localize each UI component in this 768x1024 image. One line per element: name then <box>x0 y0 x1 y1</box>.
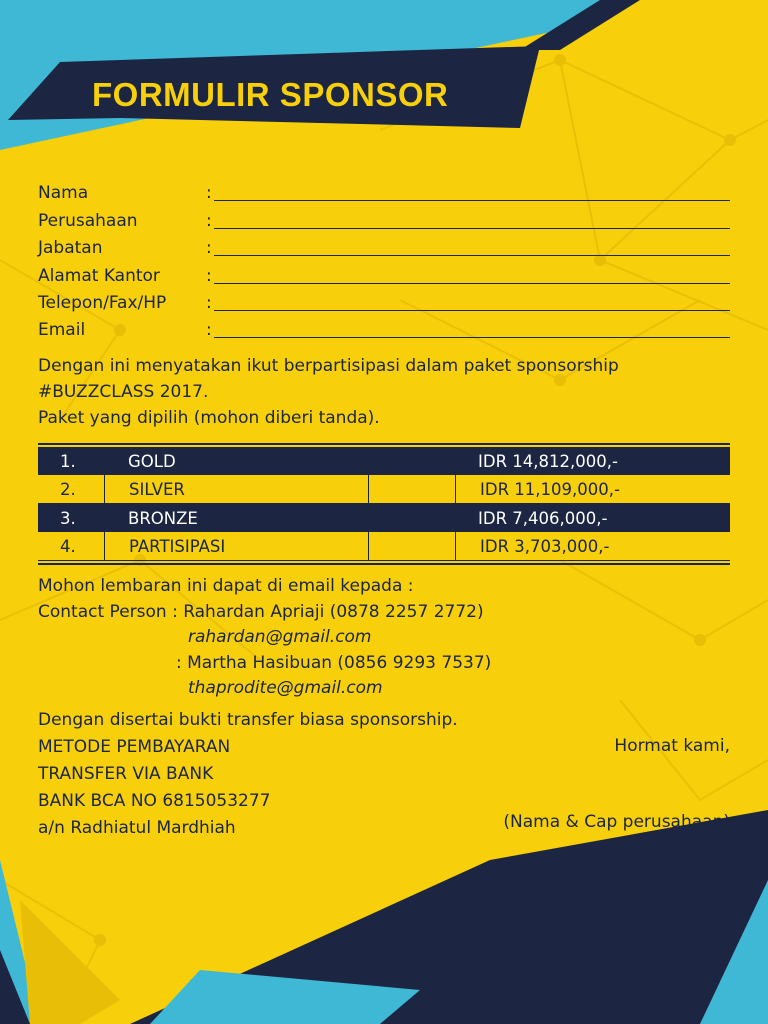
package-check-cell[interactable] <box>368 504 454 532</box>
contact-intro: Mohon lembaran ini dapat di email kepada : <box>38 576 414 596</box>
field-separator: : <box>206 292 212 313</box>
field-label: Alamat Kantor <box>38 265 160 286</box>
field-row-alamat <box>38 258 730 285</box>
field-row-email <box>38 313 730 340</box>
contact-fields <box>38 176 730 340</box>
field-row-perusahaan <box>38 203 730 230</box>
package-row-gold <box>38 447 730 475</box>
package-price: IDR 7,406,000,- <box>478 508 608 528</box>
signature-note: (Nama & Cap perusahaan) <box>503 812 730 832</box>
payment-account-holder: a/n Radhiatul Mardhiah <box>38 818 236 838</box>
package-number: 1. <box>60 451 76 471</box>
nama-input-line[interactable] <box>214 182 730 201</box>
contact-section <box>38 574 491 702</box>
package-row-silver <box>38 475 730 504</box>
package-row-partisipasi <box>38 532 730 561</box>
perusahaan-input-line[interactable] <box>214 210 730 229</box>
field-separator: : <box>206 265 212 286</box>
contact-person-2: : Martha Hasibuan (0856 9293 7537) <box>176 652 492 673</box>
package-check-cell[interactable] <box>368 532 455 560</box>
payment-transfer: TRANSFER VIA BANK <box>38 764 214 784</box>
package-price: IDR 14,812,000,- <box>478 451 618 471</box>
intro-text <box>38 353 619 431</box>
signature-greeting: Hormat kami, <box>614 736 730 756</box>
field-label: Telepon/Fax/HP <box>38 292 167 313</box>
table-rule <box>38 563 730 565</box>
package-row-bronze <box>38 504 730 532</box>
package-name: SILVER <box>104 475 368 503</box>
field-separator: : <box>206 238 212 259</box>
package-name: BRONZE <box>128 508 198 528</box>
package-check-cell[interactable] <box>368 475 455 503</box>
field-label: Jabatan <box>38 238 103 259</box>
intro-line: #BUZZCLASS 2017. <box>38 382 209 402</box>
package-name: PARTISIPASI <box>104 532 368 560</box>
alamat-input-line[interactable] <box>214 265 730 284</box>
payment-method: METODE PEMBAYARAN <box>38 737 231 757</box>
package-number: 2. <box>60 479 76 499</box>
contact-person-1: Contact Person : Rahardan Apriaji (0878 2257 2772) <box>38 601 484 622</box>
email-input-line[interactable] <box>214 319 730 338</box>
package-price: IDR 3,703,000,- <box>455 532 730 560</box>
field-label: Perusahaan <box>38 210 138 231</box>
jabatan-input-line[interactable] <box>214 237 730 256</box>
field-label: Email <box>38 320 86 341</box>
field-row-jabatan <box>38 231 730 258</box>
payment-section <box>38 707 458 842</box>
field-row-nama <box>38 176 730 203</box>
package-number: 4. <box>60 536 76 556</box>
package-name: GOLD <box>128 451 176 471</box>
payment-line: Dengan disertai bukti transfer biasa sponsorship. <box>38 710 458 730</box>
table-rule <box>38 443 730 445</box>
package-table <box>38 441 730 567</box>
field-separator: : <box>206 320 212 341</box>
field-separator: : <box>206 210 212 231</box>
intro-line: Paket yang dipilih (mohon diberi tanda). <box>38 408 380 428</box>
package-check-cell[interactable] <box>368 447 454 475</box>
field-separator: : <box>206 183 212 204</box>
package-price: IDR 11,109,000,- <box>455 475 730 503</box>
intro-line: Dengan ini menyatakan ikut berpartisipasi dalam paket sponsorship <box>38 356 619 376</box>
payment-bank-account: BANK BCA NO 6815053277 <box>38 791 271 811</box>
field-label: Nama <box>38 183 89 204</box>
contact-email-1[interactable]: rahardan@gmail.com <box>188 627 372 647</box>
telepon-input-line[interactable] <box>214 292 730 311</box>
form-title: FORMULIR SPONSOR <box>92 76 449 113</box>
package-number: 3. <box>60 508 76 528</box>
contact-email-2[interactable]: thaprodite@gmail.com <box>188 678 383 698</box>
field-row-telepon <box>38 286 730 313</box>
